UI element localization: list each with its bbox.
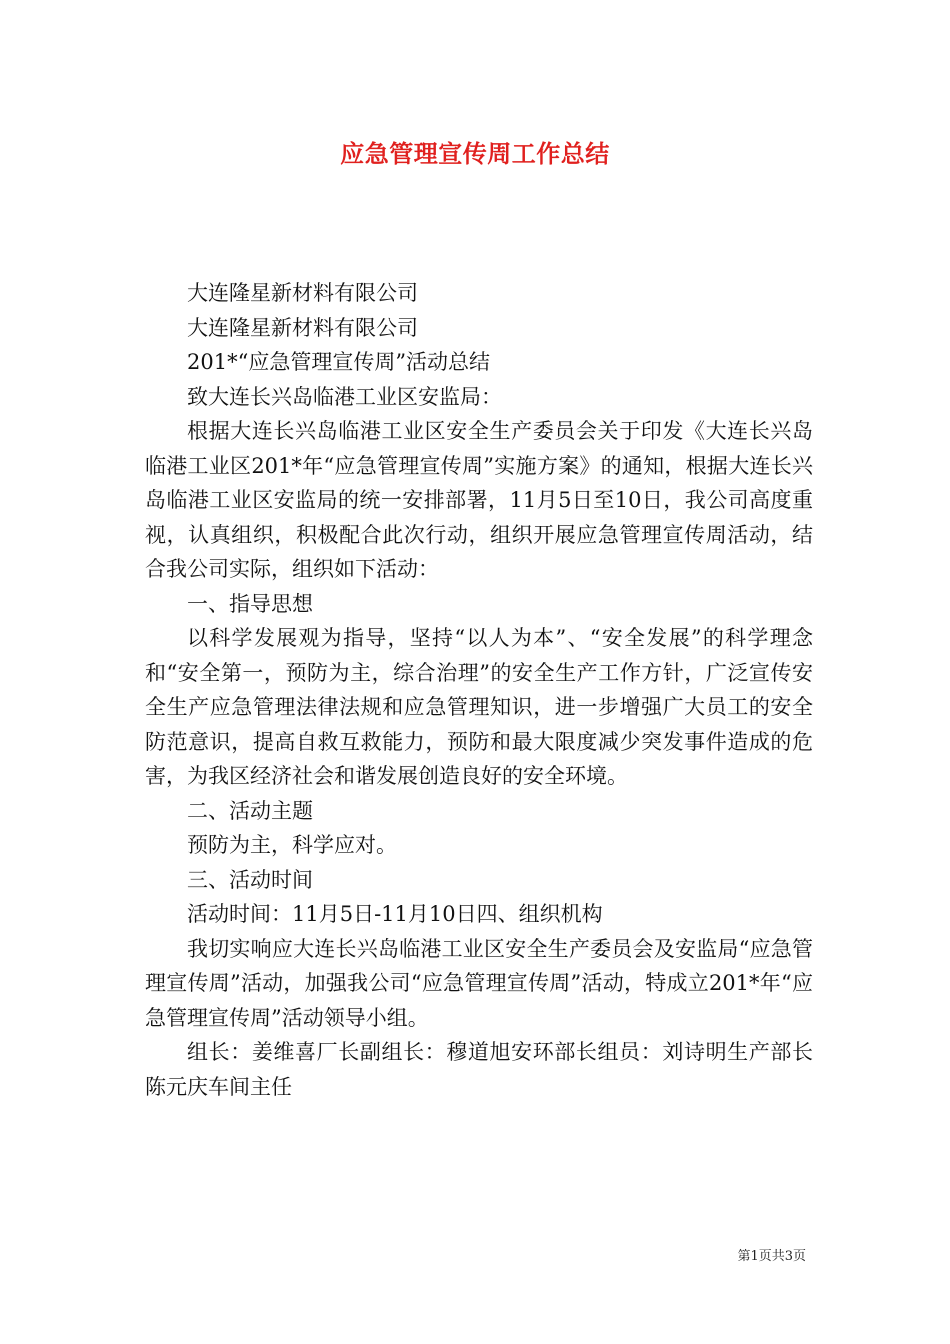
heading-activity-time: 三、活动时间 bbox=[187, 867, 313, 892]
paragraph-activity-time: 活动时间：11月5日-11月10日四、组织机构 bbox=[187, 902, 603, 926]
paragraph-company-2: 大连隆星新材料有限公司 bbox=[187, 315, 418, 340]
page-number: 第1页共3页 bbox=[737, 1249, 806, 1264]
paragraph-members: 组长：姜维喜厂长副组长：穆道旭安环部长组员：刘诗明生产部长陈元庆车间主任 bbox=[145, 1040, 813, 1099]
heading-activity-theme: 二、活动主题 bbox=[187, 798, 313, 823]
document-body bbox=[145, 276, 813, 1104]
paragraph-intro: 根据大连长兴岛临港工业区安全生产委员会关于印发《大连长兴岛临港工业区201*年“应急管理宣传周”实施方案》的通知，根据大连长兴岛临港工业区安监局的统一安排部署，11月5日至10日，我公司高度重视，认真组织，积极配合此次行动，组织开展应急管理宣传周活动，结合我公司实际，组织如下活动： bbox=[145, 419, 813, 581]
paragraph-subtitle: 201*“应急管理宣传周”活动总结 bbox=[187, 350, 491, 374]
heading-guiding-thought: 一、指导思想 bbox=[187, 591, 313, 616]
paragraph-activity-theme: 预防为主，科学应对。 bbox=[187, 833, 397, 857]
paragraph-guiding-thought: 以科学发展观为指导，坚持“以人为本”、“安全发展”的科学理念和“安全第一，预防为主，综合治理”的安全生产工作方针，广泛宣传安全生产应急管理法律法规和应急管理知识，进一步增强广大员工的安全防范意识，提高自救互救能力，预防和最大限度减少突发事件造成的危害，为我区经济社会和谐发展创造良好的安全环境。 bbox=[145, 626, 813, 788]
paragraph-recipient: 致大连长兴岛临港工业区安监局： bbox=[187, 384, 502, 409]
paragraph-company-1: 大连隆星新材料有限公司 bbox=[187, 281, 418, 305]
document-title: 应急管理宣传周工作总结 bbox=[340, 139, 610, 168]
paragraph-organization: 我切实响应大连长兴岛临港工业区安全生产委员会及安监局“应急管理宣传周”活动，加强我公司“应急管理宣传周”活动，特成立201*年“应急管理宣传周”活动领导小组。 bbox=[145, 936, 813, 1030]
